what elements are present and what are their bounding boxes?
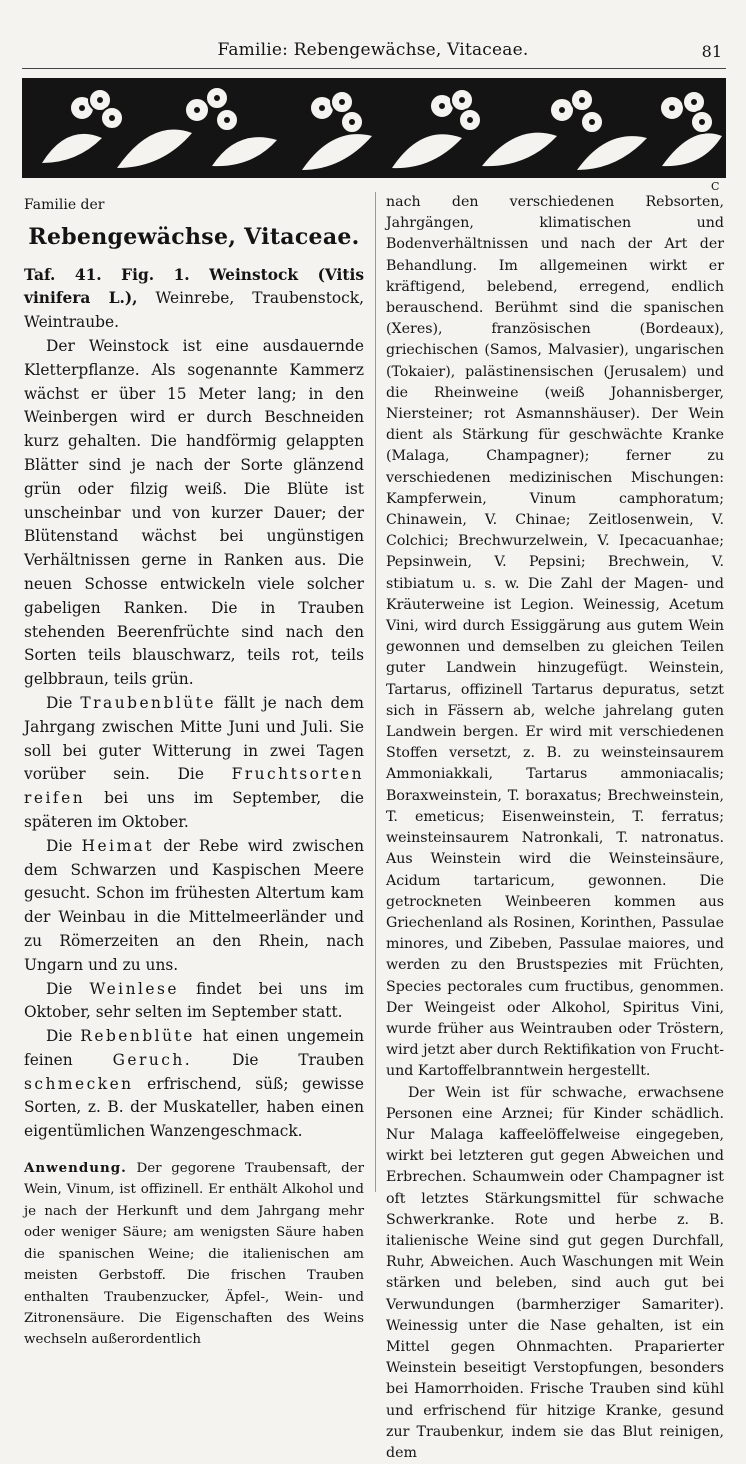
floral-ornament-graphic [22, 78, 726, 178]
paragraph-smell-taste [24, 1025, 364, 1144]
column-divider [375, 192, 376, 1192]
text-run: der Rebe wird zwischen dem Schwarzen und Kaspischen Meere gesucht. Schon im frühesten Altertum kam der Weinbau in die Mittelmeerländer und zu Römerzeiten an den Rhein, nach Ungarn und zu uns. [24, 836, 364, 974]
right-column [386, 192, 724, 1464]
spaced-term: Weinlese [89, 979, 180, 998]
text-run: findet bei uns im Oktober, sehr selten im September statt. [24, 979, 364, 1022]
paragraph-medicinal: Der Wein ist für schwache, erwachsene Personen eine Arznei; für Kinder schädlich. Nur Malaga kaffeelöffelweise eingegeben, wirkt bei letzteren gut gegen Abweichen und Erbrechen. Schaumwein oder Champagner ist oft letztes Stärkungsmittel für schwache Schwerkranke. Rote und herbe z. B. italienische Weine sind gut gegen Durchfall, Ruhr, Abweichen. Auch Waschungen mit Wein stärken und beleben, sind auch gut bei Verwundungen (barmherziger Samariter). Weinessig unter die Nase gehalten, ist ein Mittel gegen Ohnmachten. Praparierter Weinstein beseitigt Verstopfungen, besonders bei Hamorrhoiden. Frische Trauben sind kühl und erfrischend für hitzige Kranke, gesund zur Traubenkur, indem sie das Blut reinigen, dem [386, 1084, 724, 1461]
text-run: erfrischend, süß; gewisse Sorten, z. B. der Muskateller, haben einen eigentümlichen Wanzengeschmack. [24, 1074, 364, 1141]
usage-text: Der gegorene Traubensaft, der Wein, Vinum, ist offizinell. Er enthält Alkohol und je nach der Herkunft und dem Jahrgang mehr oder weniger Säure; am wenigsten Säure haben die spanischen Weine; die italienischen am meisten Gerbstoff. Die frischen Trauben enthalten Traubenzucker, Äpfel-, Wein- und Zitronensäure. Die Eigenschaften des Weins wechseln außerordentlich [24, 1161, 364, 1348]
spaced-term: Rebenblüte [80, 1027, 195, 1046]
page-header [20, 36, 726, 66]
spaced-term: schmecken [24, 1074, 134, 1093]
entry-heading [24, 264, 364, 335]
page-number: 81 [701, 42, 722, 61]
corner-mark: C [711, 180, 720, 193]
running-head: Familie: Rebengewächse, Vitaceae. [217, 40, 529, 60]
paragraph-usage [24, 1158, 364, 1351]
paragraph-blossom [24, 692, 364, 835]
text-run: Die Trauben [192, 1050, 364, 1069]
text-run: hat einen ungemein feinen [24, 1027, 364, 1069]
left-column [24, 186, 364, 1351]
spaced-term: Geruch. [112, 1050, 193, 1069]
paragraph-wine-uses: nach den verschiedenen Rebsorten, Jahrgängen, klimatischen und Bodenverhältnissen und nach der Art der Behandlung. Im allgemeinen wirkt er kräftigend, belebend, erregend, endlich berauschend. Berühmt sind die spanischen (Xeres), französischen (Bordeaux), griechischen (Samos, Malvasier), ungarischen (Tokaier), palästinensischen (Jerusalem) und die Rheinweine (weiß Johannisberger, Niersteiner; rot Asmannshäuser). Der Wein dient als Stärkung für geschwächte Kranke (Malaga, Champagner); ferner zu verschiedenen medizinischen Mischungen: Kampferwein, Vinum camphoratum; Chinawein, V. Chinae; Zeitlosenwein, V. Colchici; Brechwurzelwein, V. Ipecacuanhae; Pepsinwein, V. Pepsini; Brechwein, V. stibiatum u. s. w. Die Zahl der Magen- und Kräuterweine ist Legion. Weinessig, Acetum Vini, wird durch Essiggärung aus gutem Wein gewonnen und demselben zu gleichen Teilen guter Landwein hinzugefügt. Weinstein, Tartarus, offizinell Tartarus depuratus, setzt sich in Fässern ab, welche jahrelang guten Landwein bergen. Er wird mit verschiedenen Stoffen versetzt, z. B. zu weinsteinsaurem Ammoniakkali, Tartarus ammoniacalis; Boraxweinstein, T. boraxatus; Brechweinstein, T. emeticus; Eisenweinstein, T. ferratus; weinsteinsaurem Natronkali, T. natronatus. Aus Weinstein wird die Weinsteinsäure, Acidum tartaricum, gewonnen. Die getrockneten Weinbeeren kommen aus Griechenland als Rosinen, Korinthen, Passulae minores, und Zibeben, Passulae maiores, und werden zu den Brustspezies mit Früchten, Species pectorales cum fructibus, genommen. Der Weingeist oder Alkohol, Spiritus Vini, wurde früher aus Weintrauben oder Tröstern, wird jetzt aber durch Rektifikation von Frucht- und Kartoffelbranntwein hergestellt. [386, 194, 724, 1080]
spaced-term: Heimat [81, 836, 155, 855]
spaced-term: Fruchtsorten reifen [24, 765, 364, 808]
text-run: Die [46, 836, 82, 855]
paragraph-homeland [24, 835, 364, 978]
family-label: Familie der [24, 197, 105, 213]
header-rule [22, 68, 726, 69]
family-title: Rebengewächse, Vitaceae. [28, 223, 360, 250]
text-run: bei uns im September, die späteren im Oktober. [24, 789, 364, 831]
text-run: Die [46, 979, 90, 998]
text-run: Die [46, 1027, 81, 1046]
usage-label: Anwendung. [24, 1160, 127, 1177]
paragraph-description: Der Weinstock ist eine ausdauernde Kletterpflanze. Als sogenannte Kammerz wächst er über 15 Meter lang; in den Weinbergen wird er durch Beschneiden kurz gehalten. Die handförmig gelappten Blätter sind je nach der Sorte glänzend grün oder filzig weiß. Die Blüte ist unscheinbar und von kurzer Dauer; der Blütenstand wächst bei ungünstigen Verhältnissen gerne in Ranken aus. Die neuen Schosse entwickeln viele solcher gabeligen Ranken. Die in Trauben stehenden Beerenfrüchte sind nach den Sorten teils blauschwarz, teils rot, teils gelbbraun, teils grün. [24, 336, 364, 689]
paragraph-harvest [24, 978, 364, 1026]
entry-names: Weinrebe, Traubenstock, Weintraube. [24, 289, 364, 332]
text-run: Die [46, 693, 81, 712]
spaced-term: Traubenblüte [80, 693, 216, 712]
floral-ornament-banner [22, 78, 726, 178]
text-run: fällt je nach dem Jahrgang zwischen Mitte Juni und Juli. Sie soll bei guter Witterung in zwei Tagen vorüber sein. Die [24, 693, 364, 784]
entry-head: Taf. 41. Fig. 1. Weinstock (Vitis vinifera L.), [24, 265, 364, 308]
